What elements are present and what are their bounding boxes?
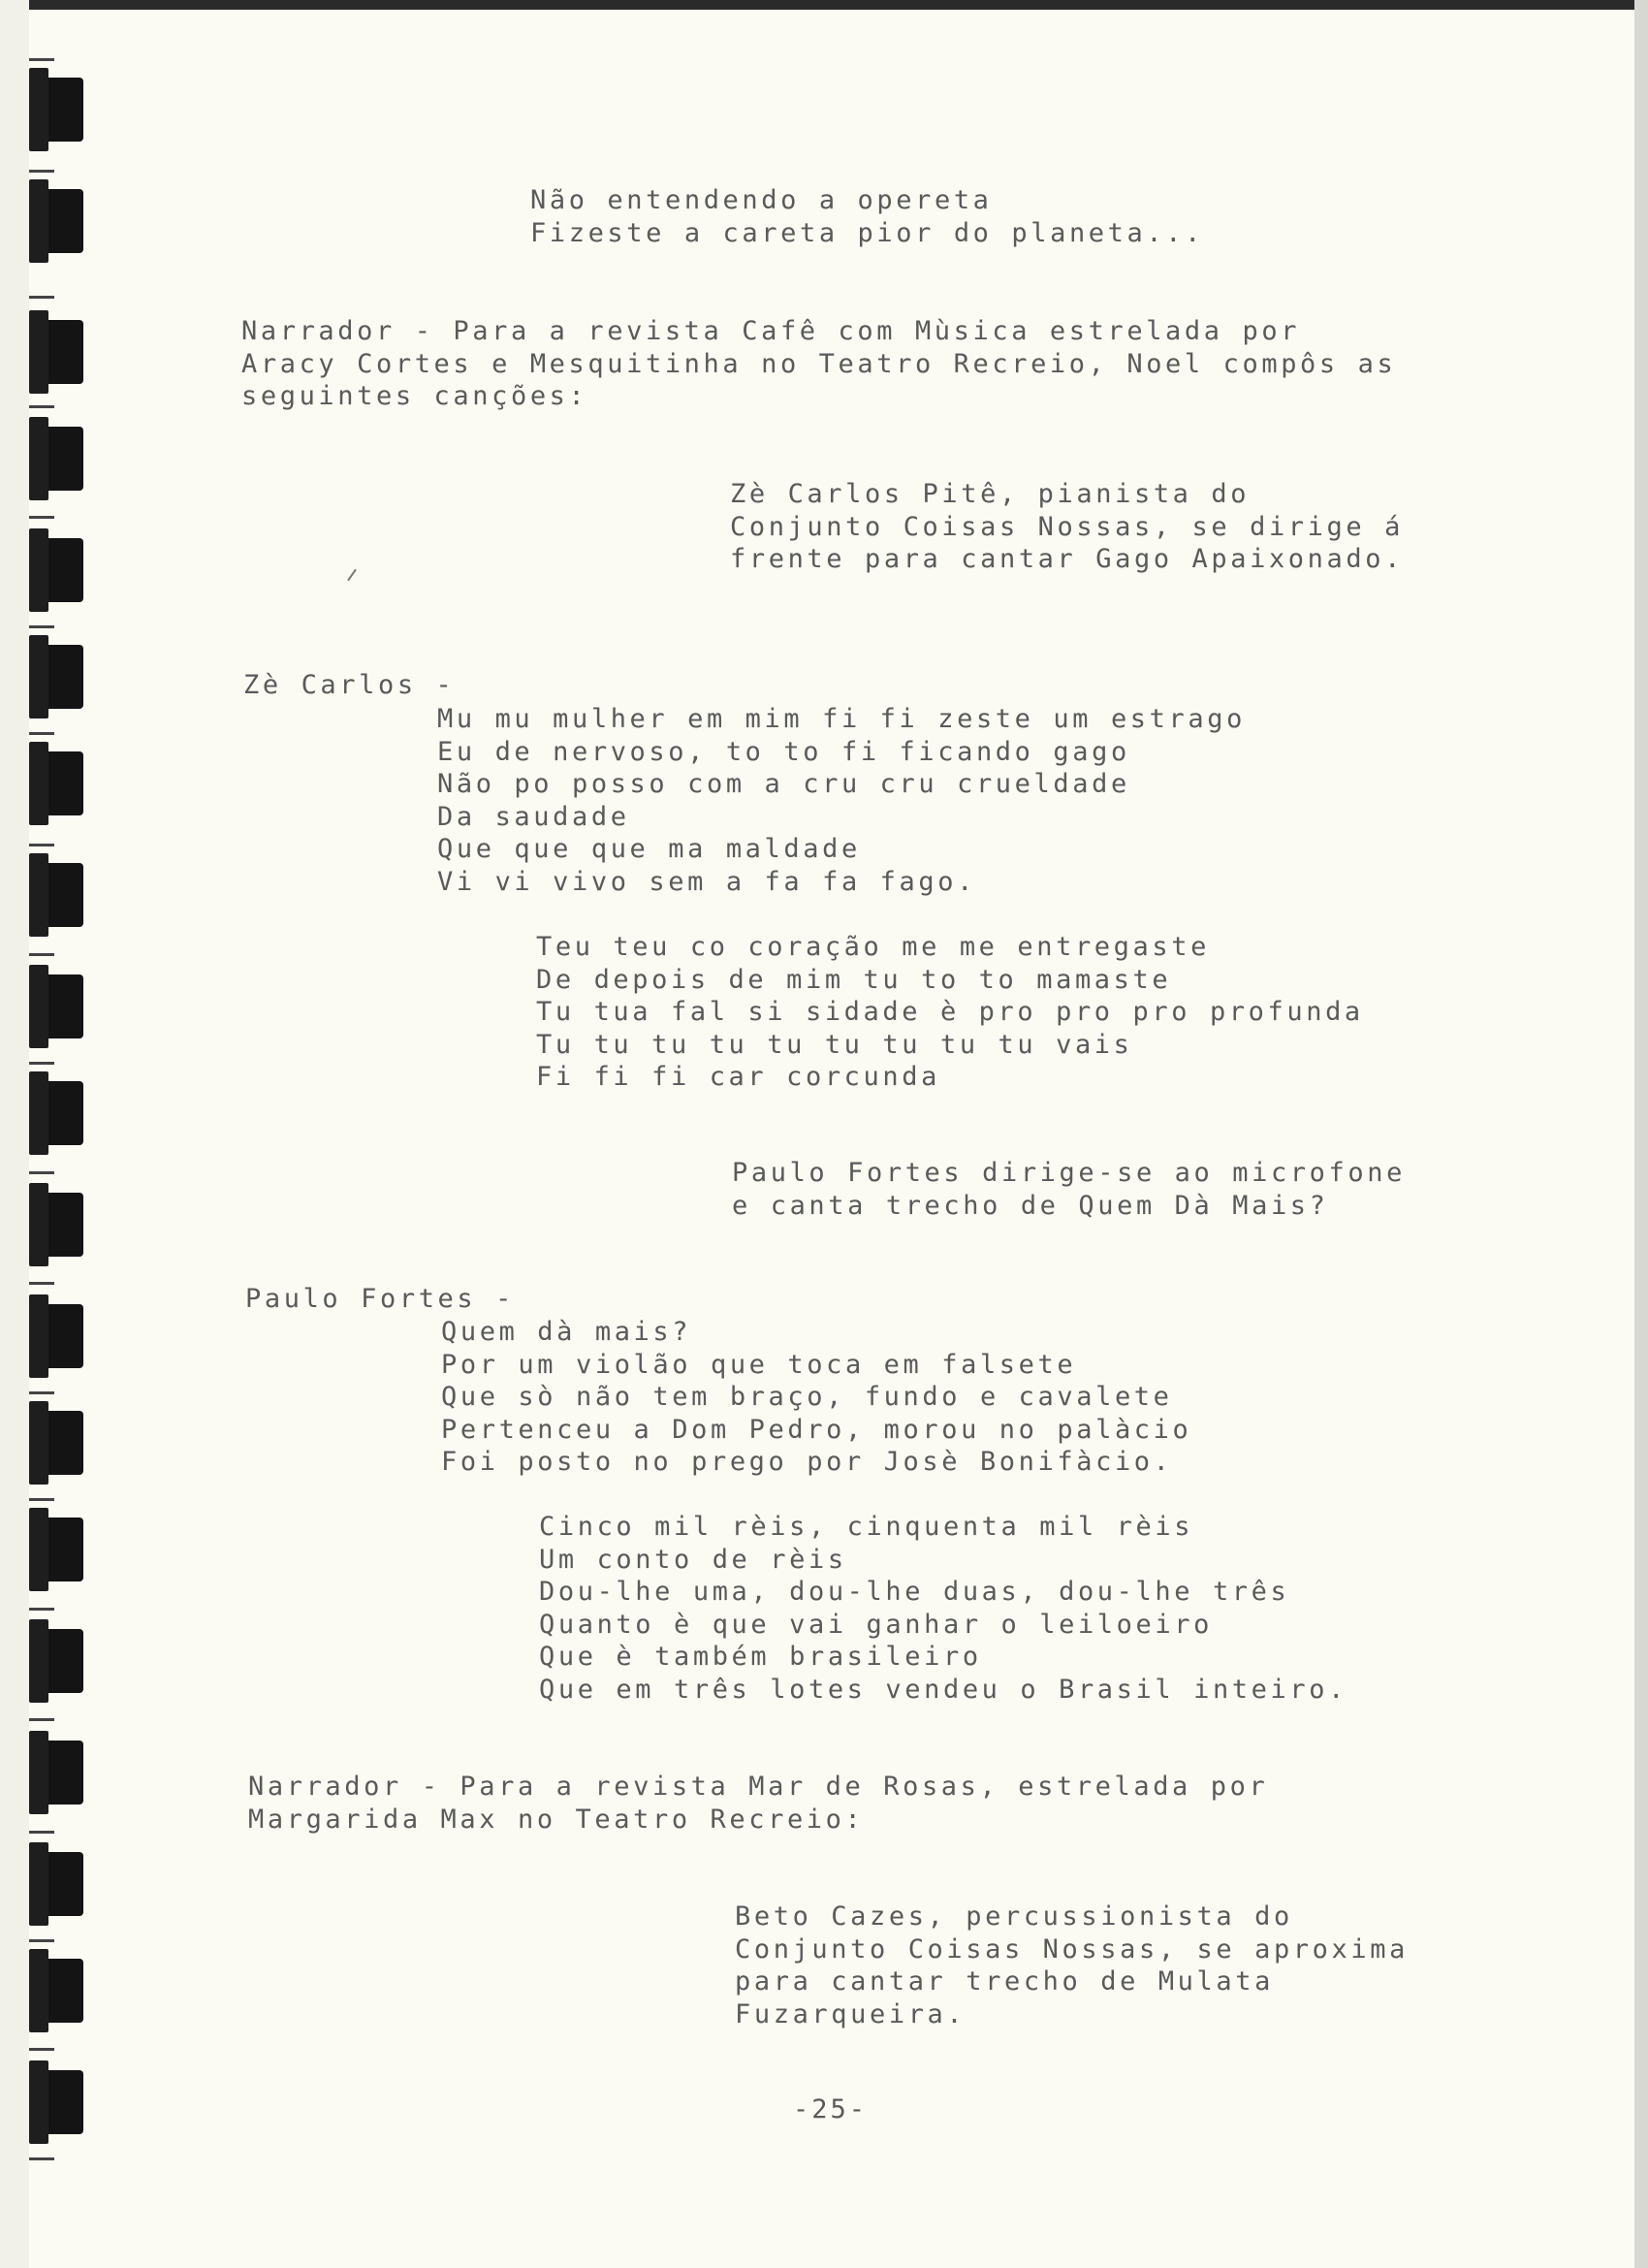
pen-mark — [347, 569, 357, 582]
lyric-line: Tu tu tu tu tu tu tu tu tu vais — [536, 1029, 1133, 1060]
direction-line: Zè Carlos Pitê, pianista do — [730, 479, 1251, 509]
binding-ring — [29, 2070, 83, 2134]
binding-tick — [29, 1062, 54, 1065]
direction-line: Conjunto Coisas Nossas, se dirige á — [730, 511, 1404, 542]
binding-tick — [29, 844, 54, 847]
binding-ring — [29, 320, 83, 384]
binding-ring — [29, 1959, 83, 2023]
binding-ring — [29, 645, 83, 709]
lyric-line: Teu teu co coração me me entregaste — [536, 932, 1210, 962]
binding-ring — [29, 78, 83, 142]
song-verse — [441, 1316, 1191, 1479]
binding-tick — [29, 170, 54, 173]
scan-top-edge — [0, 0, 1648, 10]
binding-tick — [29, 516, 54, 519]
binding-ring — [29, 863, 83, 927]
lyric-line: De depois de mim tu to to mamaste — [536, 964, 1172, 995]
binding-tick — [29, 1282, 54, 1285]
binding-tick — [29, 58, 54, 61]
narration-line: seguintes canções: — [241, 381, 588, 411]
lyric-line: Um conto de rèis — [539, 1544, 847, 1575]
speaker-label: Zè Carlos - — [243, 670, 456, 700]
binding-ring — [29, 1081, 83, 1145]
lyric-line: Quem dà mais? — [441, 1317, 692, 1347]
narration-line: Narrador - Para a revista Cafê com Mùsica estrelada por — [241, 316, 1301, 346]
binding-tick — [29, 1498, 54, 1501]
lyric-line: Da saudade — [437, 801, 630, 832]
narration-line: Aracy Cortes e Mesquitinha no Teatro Recreio, Noel compôs as — [241, 348, 1397, 379]
lyric-line: Eu de nervoso, to to fi ficando gago — [437, 736, 1130, 767]
binding-ring — [29, 1193, 83, 1257]
song-verse — [539, 1511, 1347, 1706]
lyric-line: Não po posso com a cru cru crueldade — [437, 769, 1130, 799]
lyric-line: Por um violão que toca em falsete — [441, 1349, 1077, 1380]
direction-line: Conjunto Coisas Nossas, se aproxima — [735, 1933, 1409, 1965]
binding-ring — [29, 1741, 83, 1805]
song-verse — [536, 931, 1364, 1094]
binding-tick — [29, 405, 54, 408]
narrator-paragraph — [248, 1771, 1268, 1836]
lyric-line: Pertenceu a Dom Pedro, morou no palàcio — [441, 1414, 1192, 1445]
lyric-line: Foi posto no prego por Josè Bonifàcio. — [441, 1447, 1173, 1477]
binding-ring — [29, 1517, 83, 1581]
binding-tick — [29, 1831, 54, 1834]
lyric-line: Quanto è que vai ganhar o leiloeiro — [539, 1609, 1213, 1640]
narration-line: Margarida Max no Teatro Recreio: — [248, 1804, 865, 1835]
opening-verse — [530, 184, 1204, 249]
lyric-line: Cinco mil rèis, cinquenta mil rèis — [539, 1512, 1194, 1542]
stage-direction — [732, 1157, 1406, 1222]
binding-ring — [29, 751, 83, 815]
binding-tick — [29, 1391, 54, 1394]
direction-line: Paulo Fortes dirige-se ao microfone — [732, 1158, 1406, 1188]
song-verse — [437, 703, 1246, 898]
binding-tick — [29, 2157, 54, 2160]
scan-right-edge — [1634, 0, 1648, 2268]
lyric-line: Que que que ma maldade — [437, 834, 861, 864]
speaker-label: Paulo Fortes - — [245, 1284, 515, 1314]
lyric-line: Vi vi vivo sem a fa fa fago. — [437, 866, 976, 897]
lyric-line: Que sò não tem braço, fundo e cavalete — [441, 1382, 1173, 1412]
binding-tick — [29, 1939, 54, 1942]
binding-tick — [29, 296, 54, 299]
lyric-line: Que è também brasileiro — [539, 1642, 982, 1672]
page-number: -25- — [793, 2094, 869, 2124]
binding-ring — [29, 427, 83, 491]
lyric-line: Que em três lotes vendeu o Brasil inteiro. — [539, 1674, 1347, 1705]
lyric-line: Fi fi fi car corcunda — [536, 1062, 940, 1092]
direction-line: para cantar trecho de Mulata — [735, 1966, 1274, 1996]
stage-direction — [735, 1901, 1409, 2030]
binding-tick — [29, 625, 54, 628]
lyric-line: Mu mu mulher em mim fi fi zeste um estrago — [437, 704, 1246, 734]
binding-ring — [29, 1852, 83, 1916]
verse-line: Não entendendo a opereta — [530, 185, 993, 215]
binding-tick — [29, 953, 54, 956]
binding-tick — [29, 2048, 54, 2051]
binding-ring — [29, 1629, 83, 1693]
spiral-binding — [0, 0, 107, 2268]
binding-ring — [29, 1411, 83, 1475]
binding-ring — [29, 974, 83, 1038]
binding-ring — [29, 538, 83, 602]
lyric-line: Dou-lhe uma, dou-lhe duas, dou-lhe três — [539, 1577, 1290, 1607]
binding-tick — [29, 1608, 54, 1611]
binding-tick — [29, 732, 54, 735]
binding-ring — [29, 189, 83, 253]
direction-line: frente para cantar Gago Apaixonado. — [730, 544, 1404, 574]
lyric-line: Tu tua fal si sidade è pro pro pro profunda — [536, 997, 1364, 1027]
binding-tick — [29, 1171, 54, 1174]
verse-line: Fizeste a careta pior do planeta... — [530, 217, 1204, 248]
narrator-paragraph — [241, 315, 1396, 413]
direction-line: Fuzarqueira. — [735, 1998, 967, 2029]
direction-line: e canta trecho de Quem Dà Mais? — [732, 1190, 1329, 1221]
binding-ring — [29, 1304, 83, 1368]
direction-line: Beto Cazes, percussionista do — [735, 1901, 1293, 1932]
binding-tick — [29, 1718, 54, 1721]
narration-line: Narrador - Para a revista Mar de Rosas, estrelada por — [248, 1772, 1269, 1802]
stage-direction — [730, 478, 1404, 576]
